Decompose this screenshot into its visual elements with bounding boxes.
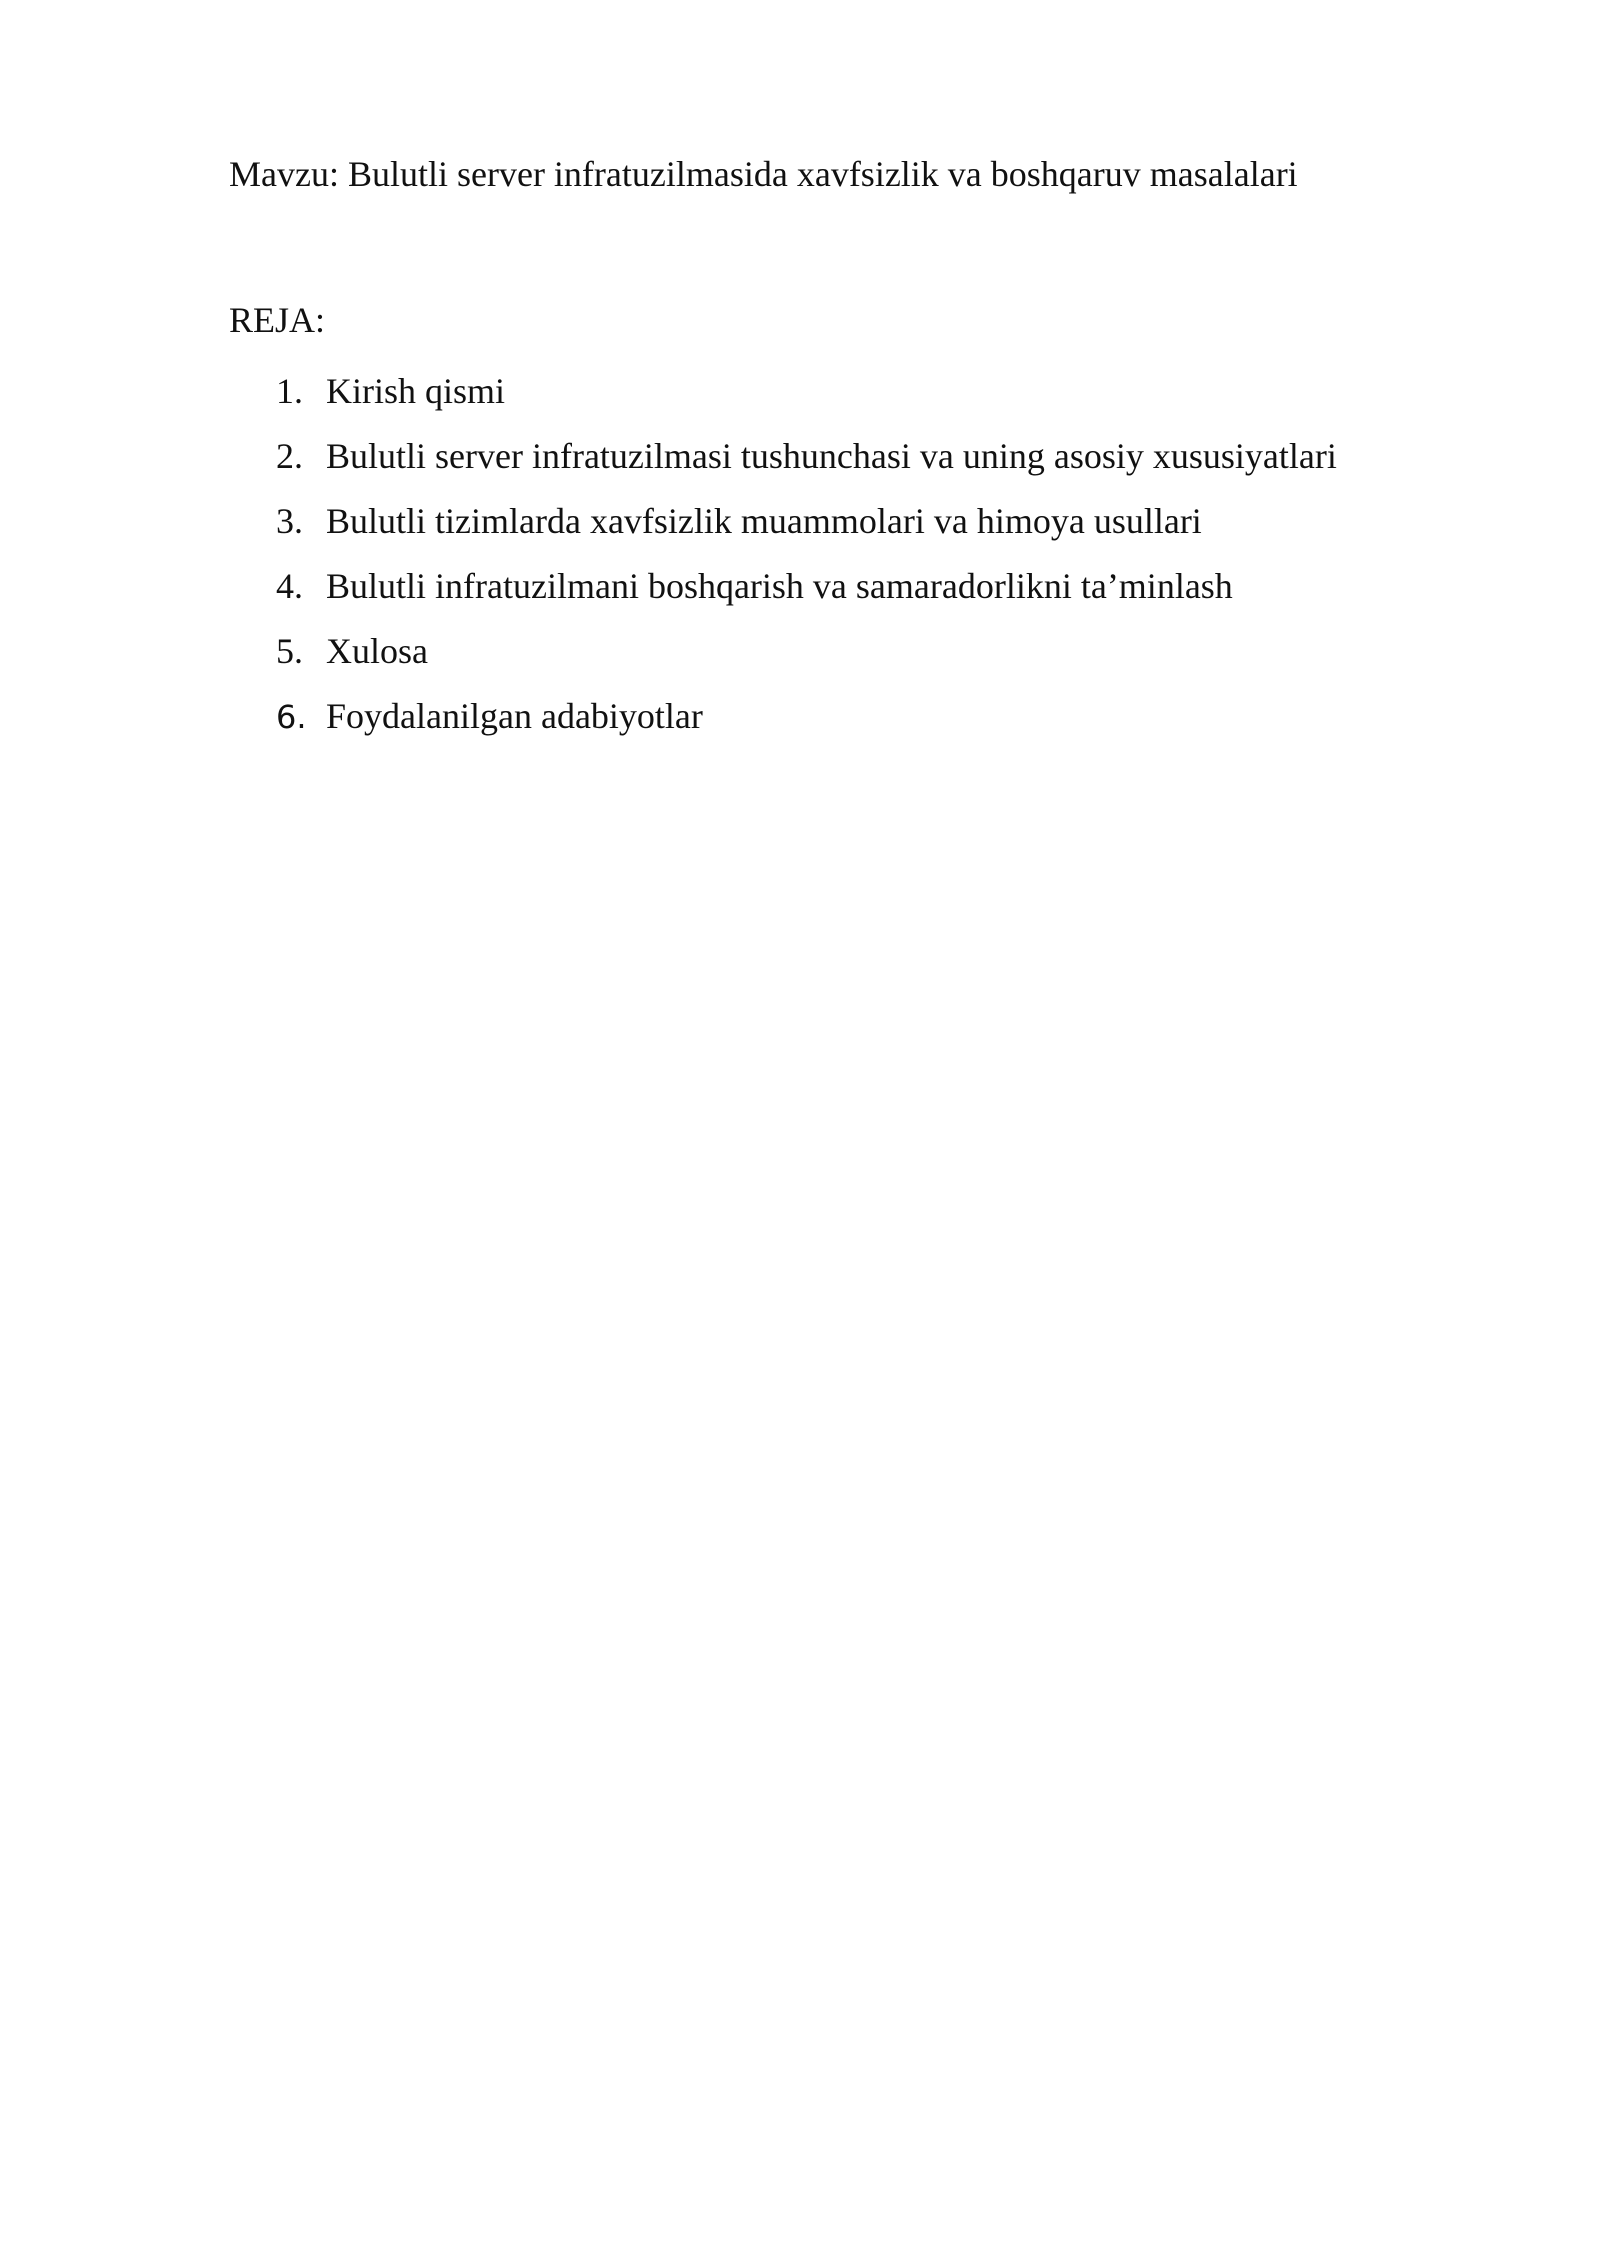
plan-item-number: 5.: [276, 631, 303, 671]
plan-item-number: 6.: [276, 698, 307, 736]
plan-item-text: Bulutli infratuzilmani boshqarish va samaradorlikni ta’minlash: [326, 566, 1233, 606]
plan-item: [276, 432, 1337, 497]
plan-item-text: Bulutli tizimlarda xavfsizlik muammolari va himoya usullari: [326, 501, 1202, 541]
plan-item: [276, 497, 1337, 562]
plan-item-number: 2.: [276, 436, 303, 476]
plan-item: [276, 692, 1337, 757]
plan-item-number: 1.: [276, 371, 303, 411]
document-title: Mavzu: Bulutli server infratuzilmasida xavfsizlik va boshqaruv masalalari: [229, 154, 1298, 194]
plan-item-text: Xulosa: [326, 631, 428, 671]
plan-item: [276, 562, 1337, 627]
plan-item: [276, 367, 1337, 432]
plan-list: [276, 367, 1337, 757]
plan-heading: REJA:: [229, 300, 326, 340]
plan-item-text: Foydalanilgan adabiyotlar: [326, 696, 703, 736]
plan-item: [276, 627, 1337, 692]
plan-item-text: Bulutli server infratuzilmasi tushunchasi va uning asosiy xususiyatlari: [326, 436, 1337, 476]
plan-item-text: Kirish qismi: [326, 371, 506, 411]
plan-item-number: 4.: [276, 566, 303, 606]
plan-item-number: 3.: [276, 501, 303, 541]
